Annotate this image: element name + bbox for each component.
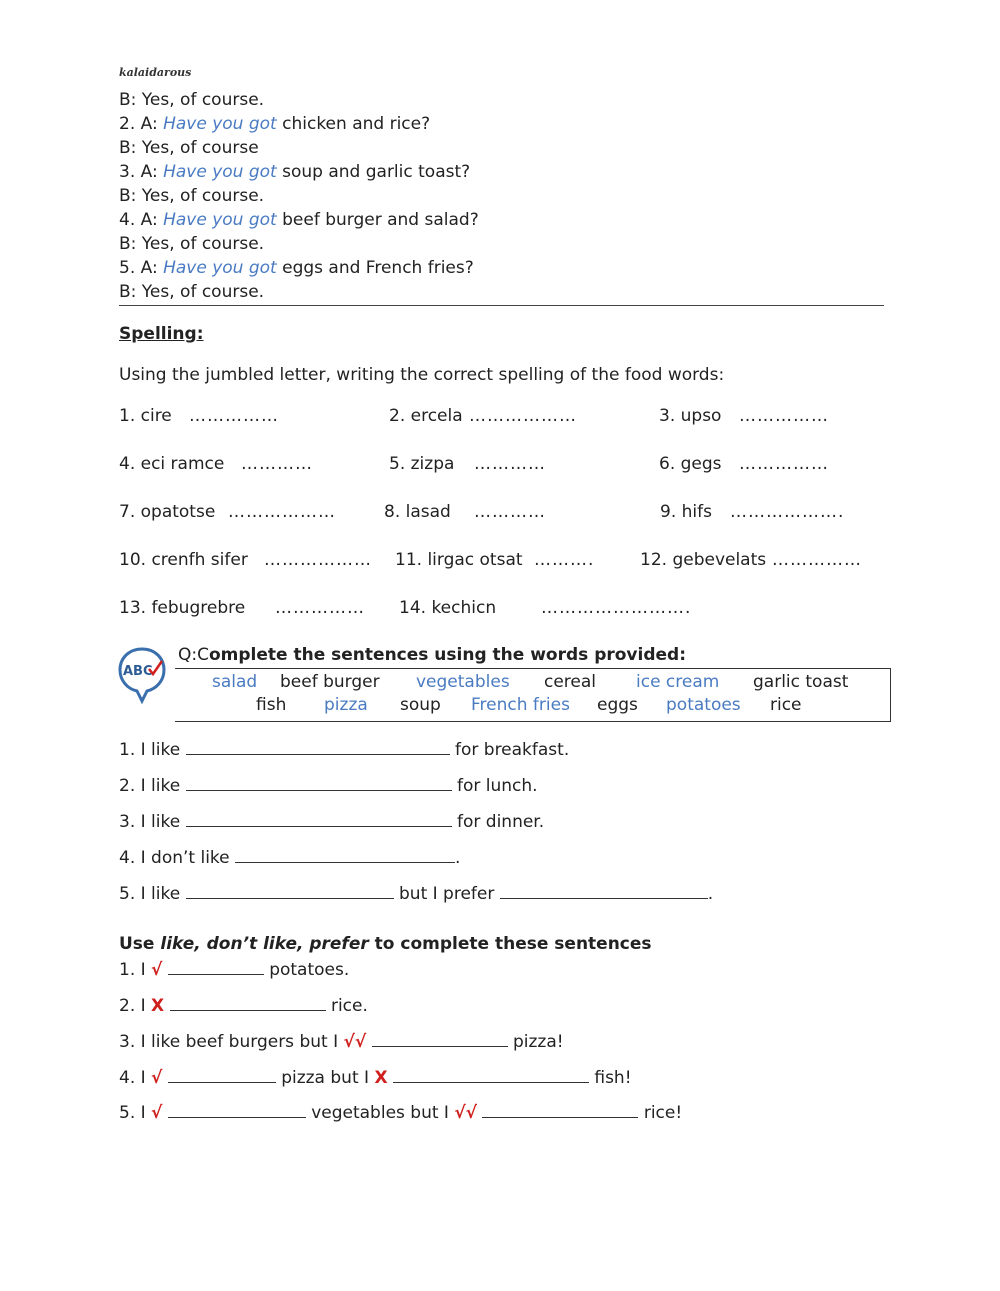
- word-bank-item: ice cream: [636, 672, 720, 692]
- answer-blank[interactable]: [482, 1102, 638, 1118]
- spelling-instruction: Using the jumbled letter, writing the correct spelling of the food words:: [119, 365, 725, 385]
- answer-dots[interactable]: ……….: [534, 550, 595, 570]
- author-watermark: kalaidarous: [119, 66, 192, 79]
- word-bank-item: soup: [400, 695, 441, 715]
- word-bank-item: potatoes: [666, 695, 741, 715]
- complete-heading: Q:Complete the sentences using the words provided:: [178, 645, 687, 665]
- answer-dots[interactable]: …………: [474, 502, 546, 522]
- dialog-text: B: Yes, of course.: [119, 186, 265, 206]
- check-mark-icon: √: [151, 960, 163, 980]
- answer-dots[interactable]: …………………….: [541, 598, 692, 618]
- answer-dots[interactable]: ………………: [264, 550, 372, 570]
- complete-sentence: 2. I like for lunch.: [119, 776, 538, 796]
- dialog-line: [119, 208, 479, 232]
- answer-blank[interactable]: [186, 811, 452, 827]
- jumbled-word: 5. zizpa: [389, 454, 455, 474]
- dialog-line: [119, 280, 479, 304]
- answer-dots[interactable]: ……………: [739, 454, 829, 474]
- dialog-section: [119, 88, 479, 304]
- word-bank-item: eggs: [597, 695, 638, 715]
- dialog-text: B: Yes, of course.: [119, 282, 265, 302]
- dialog-text: B: Yes, of course.: [119, 90, 265, 110]
- dialog-line: [119, 136, 479, 160]
- jumbled-word: 10. crenfh sifer: [119, 550, 248, 570]
- check-mark-icon: √: [151, 1068, 163, 1088]
- answer-blank[interactable]: [168, 1067, 276, 1083]
- dialog-text: 4. A:: [119, 210, 164, 230]
- jumbled-word: 9. hifs: [660, 502, 712, 522]
- jumbled-word: 1. cire: [119, 406, 172, 426]
- word-bank-item: French fries: [471, 695, 570, 715]
- answer-blank[interactable]: [170, 995, 326, 1011]
- use-sentence: 4. I √ pizza but I X fish!: [119, 1068, 632, 1088]
- answer-dots[interactable]: ………………: [228, 502, 336, 522]
- answer-blank[interactable]: [372, 1031, 508, 1047]
- jumbled-word: 8. lasad: [384, 502, 451, 522]
- use-sentence: 3. I like beef burgers but I √√ pizza!: [119, 1032, 564, 1052]
- word-bank-item: beef burger: [280, 672, 380, 692]
- word-bank-item: fish: [256, 695, 287, 715]
- answer-dots[interactable]: ……………: [772, 550, 862, 570]
- word-bank-item: cereal: [544, 672, 597, 692]
- dialog-text: eggs and French fries?: [276, 258, 474, 278]
- dialog-text: 2. A:: [119, 114, 164, 134]
- word-bank: [175, 668, 891, 722]
- jumbled-word: 2. ercela: [389, 406, 463, 426]
- jumbled-word: 4. eci ramce: [119, 454, 225, 474]
- spelling-heading: Spelling:: [119, 324, 204, 344]
- complete-sentence: 1. I like for breakfast.: [119, 740, 570, 760]
- answer-dots[interactable]: ……………….: [730, 502, 845, 522]
- jumbled-word: 13. febugrebre: [119, 598, 246, 618]
- check-mark-icon: √: [151, 1103, 163, 1123]
- dialog-answer: Have you got: [163, 210, 277, 230]
- dialog-text: B: Yes, of course.: [119, 234, 265, 254]
- dialog-answer: Have you got: [163, 162, 277, 182]
- dialog-text: chicken and rice?: [276, 114, 431, 134]
- section-divider: [119, 305, 884, 306]
- double-check-icon: √√: [343, 1032, 367, 1052]
- use-sentence: 5. I √ vegetables but I √√ rice!: [119, 1103, 683, 1123]
- dialog-text: beef burger and salad?: [276, 210, 479, 230]
- answer-blank[interactable]: [168, 1102, 306, 1118]
- use-heading: Use like, don’t like, prefer to complete these sentences: [119, 934, 652, 954]
- answer-dots[interactable]: …………: [474, 454, 546, 474]
- complete-sentence: 3. I like for dinner.: [119, 812, 545, 832]
- double-check-icon: √√: [454, 1103, 478, 1123]
- dialog-text: B: Yes, of course: [119, 138, 259, 158]
- dialog-line: [119, 232, 479, 256]
- answer-blank[interactable]: [168, 959, 264, 975]
- dialog-answer: Have you got: [163, 114, 277, 134]
- complete-sentence: 4. I don’t like .: [119, 848, 461, 868]
- dialog-text: 3. A:: [119, 162, 164, 182]
- jumbled-word: 3. upso: [659, 406, 722, 426]
- dialog-text: 5. A:: [119, 258, 164, 278]
- answer-blank[interactable]: [186, 739, 450, 755]
- jumbled-word: 14. kechicn: [399, 598, 497, 618]
- word-bank-item: pizza: [324, 695, 368, 715]
- answer-dots[interactable]: ………………: [469, 406, 577, 426]
- answer-dots[interactable]: ……………: [275, 598, 365, 618]
- jumbled-word: 11. lirgac otsat: [395, 550, 523, 570]
- answer-blank[interactable]: [186, 775, 452, 791]
- svg-text:ABC: ABC: [123, 664, 153, 679]
- complete-sentence: 5. I like but I prefer .: [119, 884, 714, 904]
- dialog-answer: Have you got: [163, 258, 277, 278]
- jumbled-word: 12. gebevelats: [640, 550, 767, 570]
- dialog-text: soup and garlic toast?: [276, 162, 471, 182]
- word-bank-item: vegetables: [416, 672, 510, 692]
- answer-blank[interactable]: [186, 883, 394, 899]
- abc-check-icon: [117, 646, 167, 704]
- dialog-line: [119, 256, 479, 280]
- answer-blank[interactable]: [393, 1067, 589, 1083]
- answer-dots[interactable]: ……………: [189, 406, 279, 426]
- word-bank-item: garlic toast: [753, 672, 849, 692]
- answer-dots[interactable]: …………: [241, 454, 313, 474]
- word-bank-item: salad: [212, 672, 258, 692]
- dialog-line: [119, 88, 479, 112]
- word-bank-item: rice: [770, 695, 802, 715]
- use-sentence: 1. I √ potatoes.: [119, 960, 350, 980]
- jumbled-word: 7. opatotse: [119, 502, 216, 522]
- dialog-line: [119, 112, 479, 136]
- answer-dots[interactable]: ……………: [739, 406, 829, 426]
- answer-blank[interactable]: [500, 883, 708, 899]
- jumbled-word: 6. gegs: [659, 454, 722, 474]
- use-sentence: 2. I X rice.: [119, 996, 368, 1016]
- cross-mark-icon: X: [151, 996, 165, 1016]
- answer-blank[interactable]: [235, 847, 455, 863]
- dialog-line: [119, 184, 479, 208]
- cross-mark-icon: X: [374, 1068, 388, 1088]
- dialog-line: [119, 160, 479, 184]
